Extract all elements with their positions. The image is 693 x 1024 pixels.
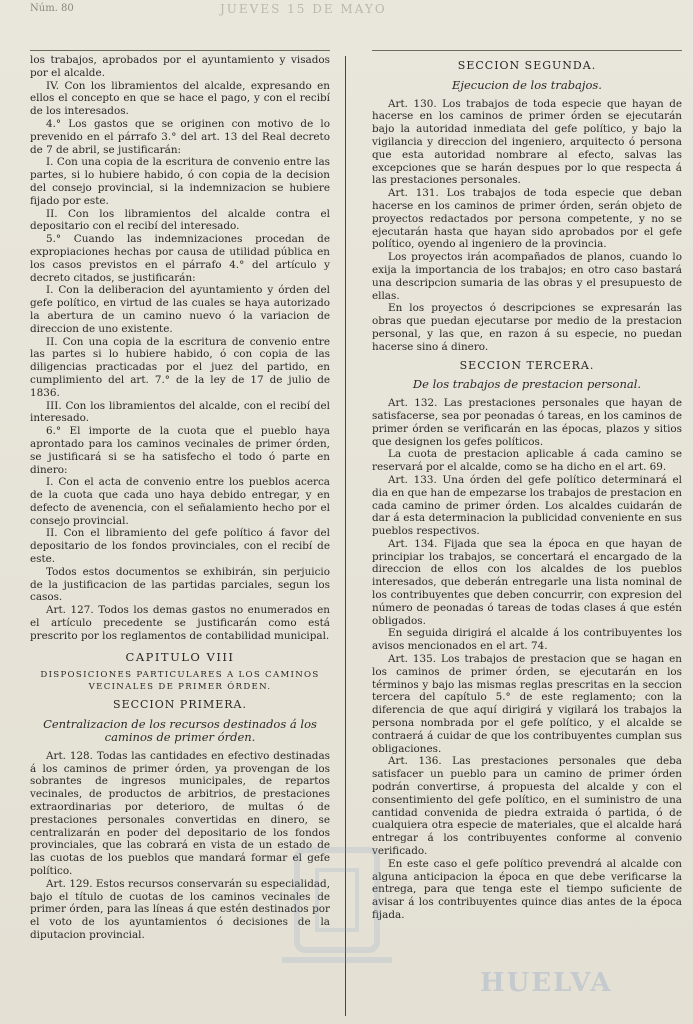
paragraph: Art. 133. Una órden del gefe político determinará el dia en que han de empezarse los trabajos de prestacion en cada camino de primer órden. Los alcaldes cuidarán de dar á esta determinacion la publicidad conveniente en sus pueblos respectivos. [372, 473, 682, 538]
header-rule-right [372, 50, 682, 51]
paragraph: En este caso el gefe político prevendrá al alcalde con alguna anticipacion la época en que debe verificarse la entrega, para que tenga este el tiempo suficiente de avisar á los contribuyentes quince dias antes de la época fijada. [372, 857, 682, 921]
paragraph: IV. Con los libramientos del alcalde, expresando en ellos el concepto en que se hace el pago, y con el recibí de los interesados. [30, 79, 330, 118]
paragraph: Art. 131. Los trabajos de toda especie que deban hacerse en los caminos de primer órden, serán objeto de proyectos redactados por persona competente, y no se ejecutarán hasta que hayan sido aprobados por el gefe político, oyendo al ingeniero de la provincia. [372, 187, 682, 251]
paragraph: I. Con una copia de la escritura de convenio entre las partes, si lo hubiere habido, ó con copia de la decision del consejo provincial, si la indemnizacion se hubiere fijado por este. [30, 156, 330, 207]
issue-number: Núm. 80 [30, 3, 74, 14]
paragraph: 4.° Los gastos que se originen con motivo de lo prevenido en el párrafo 3.° del art. 13 del Real decreto de 7 de abril, se justificarán: [30, 117, 330, 156]
section-heading: Ejecucion de los trabajos. [452, 77, 602, 92]
paragraph: I. Con la deliberacion del ayuntamiento y órden del gefe político, en virtud de las cuales se haya autorizado la abertura de un camino nuevo ó la variacion de direccion de uno existente. [30, 284, 330, 335]
page-header [0, 0, 693, 52]
paragraph: Art. 135. Los trabajos de prestacion que se hagan en los caminos de primer órden, se ejecutarán en los términos y bajo las mismas reglas prescritas en la seccion tercera del capítulo 5.° de este reglamento; con la diferencia de que aquí dirigirá y vigilará los trabajos la persona nombrada por el gefe político, y el alcalde se contraerá á cuidar de que los contribuyentes cumplan sus obligaciones. [372, 653, 682, 755]
paragraph: Art. 130. Los trabajos de toda especie que hayan de hacerse en los caminos de primer órden se ejecutarán bajo la autoridad inmediata del gefe político, y bajo la vigilancia y direccion del ingeniero, arquitecto ó persona que esta autoridad nombrare al efecto, salvas las excepciones que se harán despues por lo que respecta á las prestaciones personales. [372, 97, 682, 187]
paragraph: los trabajos, aprobados por el ayuntamiento y visados por el alcalde. [30, 54, 330, 79]
paragraph: III. Con los libramientos del alcalde, con el recibí del interesado. [30, 399, 330, 425]
paragraph: II. Con los libramientos del alcalde contra el depositario con el recibí del interesado. [30, 207, 330, 233]
header-date: JUEVES 15 DE MAYO [220, 2, 387, 16]
paragraph: II. Con una copia de la escritura de convenio entre las partes si lo hubiere habido, ó con copia de las diligencias practicadas por el juez del partido, en cumplimiento del art. 7.° de la ley de 17 de julio de 1836. [30, 335, 330, 399]
section-heading: SECCION TERCERA. [459, 358, 595, 372]
paragraph: Art. 136. Las prestaciones personales que deba satisfacer un pueblo para un camino de primer órden podrán convertirse, á propuesta del alcalde y con el consentimiento del gefe político, en el suministro de una cantidad convenida de piedra extraida ó partida, ó de cualquiera otra especie de materiales, que el alcalde hará entregar á los contribuyentes conforme al convenio verificado. [372, 755, 682, 858]
paragraph: Art. 132. Las prestaciones personales que hayan de satisfacerse, sea por peonadas ó tareas, en los caminos de primer órden se verificarán en las épocas, plazos y sitios que designen los gefes políticos. [372, 397, 682, 448]
paragraph: Art. 129. Estos recursos conservarán su especialidad, bajo el título de cuotas de los caminos vecinales de primer órden, para las líneas á que estén destinados por el voto de los ayuntamientos ó decisiones de la diputacion provincial. [30, 877, 330, 941]
paragraph: II. Con el libramiento del gefe político á favor del depositario de los fondos provinciales, con el recibí de este. [30, 527, 330, 566]
right-column [372, 54, 682, 922]
section-heading: Centralizacion de los recursos destinados á los caminos de primer órden. [43, 717, 317, 745]
paragraph: Los proyectos irán acompañados de planos, cuando lo exija la importancia de los trabajos; en otro caso bastará una descripcion sumaria de las obras y el presupuesto de ellas. [372, 251, 682, 302]
paragraph: La cuota de prestacion aplicable á cada camino se reservará por el alcalde, como se ha dicho en el art. 69. [372, 448, 682, 474]
section-heading: CAPITULO VIII [125, 649, 235, 664]
header-rule-left [30, 50, 330, 51]
paragraph: Todos estos documentos se exhibirán, sin perjuicio de la justificacion de las partidas parciales, segun los casos. [30, 565, 330, 604]
watermark-text: HUELVA [480, 968, 613, 998]
paragraph: En los proyectos ó descripciones se expresarán las obras que puedan ejecutarse por medio de la prestacion personal, y las que, en razon á su especie, no puedan hacerse sino á dinero. [372, 302, 682, 353]
section-heading: DISPOSICIONES PARTICULARES A LOS CAMINOS VECINALES DE PRIMER ÓRDEN. [40, 670, 320, 693]
left-column [30, 54, 330, 942]
paragraph: 6.° El importe de la cuota que el pueblo haya aprontado para los caminos vecinales de primer órden, se justificará si se ha satisfecho el todo ó parte en dinero: [30, 425, 330, 476]
section-heading: De los trabajos de prestacion personal. [412, 377, 642, 392]
paragraph: Art. 127. Todos los demas gastos no enumerados en el artículo precedente se justificarán como está prescrito por los reglamentos de contabilidad municipal. [30, 604, 330, 642]
section-heading: SECCION PRIMERA. [113, 698, 247, 712]
paragraph: En seguida dirigirá el alcalde á los contribuyentes los avisos mencionados en el art. 74. [372, 627, 682, 653]
paragraph: I. Con el acta de convenio entre los pueblos acerca de la cuota que cada uno haya debido entregar, y en defecto de avenencia, con el señalamiento hecho por el consejo provincial. [30, 476, 330, 527]
paragraph: Art. 128. Todas las cantidades en efectivo destinadas á los caminos de primer órden, ya provengan de los sobrantes de ingresos municipales, de repartos vecinales, de productos de arbitrios, de prestaciones extraordinarias por deterioro, de multas ó de prestaciones personales convertidas en dinero, se centralizarán en poder del depositario de los fondos provinciales, que las cobrará en vista de un estado de las cuotas de los pueblos que mandará formar el gefe político. [30, 749, 330, 878]
section-heading: SECCION SEGUNDA. [457, 59, 597, 72]
paragraph: Art. 134. Fijada que sea la época en que hayan de principiar los trabajos, se concertará el encargado de la direccion de ellos con los alcaldes de los pueblos interesados, que deberán entregarle una lista nominal de los contribuyentes que deben concurrir, con expresion del número de peonadas ó tareas de todas clases á que estén obligados. [372, 537, 682, 627]
seal-watermark-icon [262, 830, 412, 980]
paragraph: 5.° Cuando las indemnizaciones procedan de expropiaciones hechas por causa de utilidad pública en los casos previstos en el párrafo 4.° del artículo y decreto citados, se justificarán: [30, 233, 330, 284]
